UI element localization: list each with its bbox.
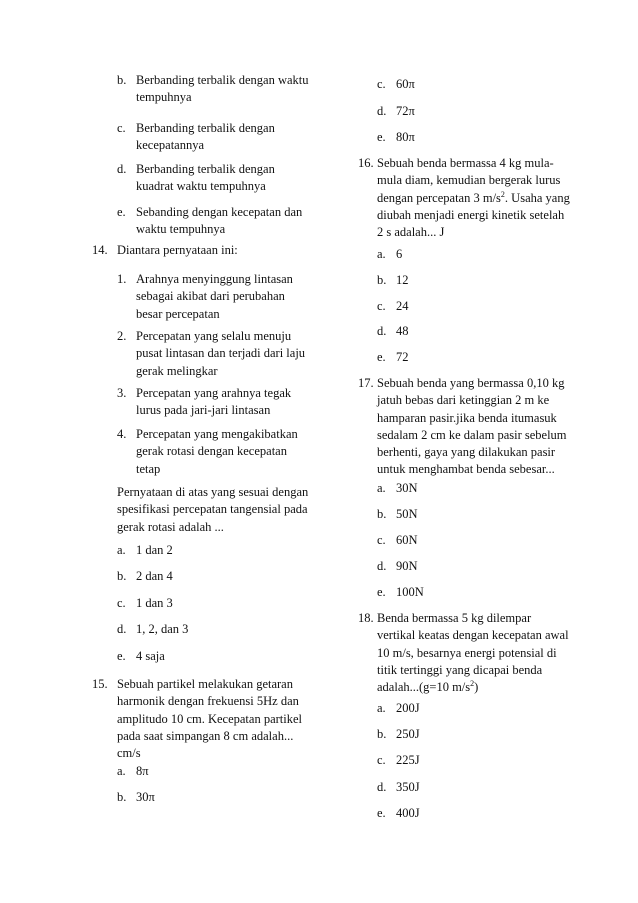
option-marker: d. xyxy=(377,104,387,118)
question-text-line: spesifikasi percepatan tangensial pada xyxy=(117,502,308,517)
q14-stem xyxy=(92,242,322,259)
option-text: 1, 2, dan 3 xyxy=(136,622,189,636)
option-text: 30π xyxy=(136,790,155,804)
q18-option-e[interactable] xyxy=(377,805,420,822)
option-text: 400J xyxy=(396,806,420,820)
question-text-line: Pernyataan di atas yang sesuai dengan xyxy=(117,485,309,499)
q14-question xyxy=(117,484,327,536)
q15-option-b[interactable] xyxy=(117,789,155,806)
question-text-line: Benda bermassa 5 kg dilempar xyxy=(377,611,532,625)
option-marker: a. xyxy=(117,764,126,778)
option-marker: d. xyxy=(377,780,387,794)
option-text: 1 dan 2 xyxy=(136,543,173,557)
option-marker: a. xyxy=(377,247,386,261)
question-text-line: gerak rotasi adalah ... xyxy=(117,519,224,534)
option-marker: b. xyxy=(377,507,387,521)
q13-option-b xyxy=(117,72,317,107)
option-marker: a. xyxy=(117,543,126,557)
option-marker: b. xyxy=(117,790,127,804)
q16-option-c[interactable] xyxy=(377,298,409,315)
question-text-line: hamparan pasir.jika benda itumasuk xyxy=(377,410,557,425)
option-marker: b. xyxy=(377,727,387,741)
option-marker: e. xyxy=(377,130,386,144)
question-text-line: Sebuah partikel melakukan getaran xyxy=(117,677,293,691)
q15-option-a[interactable] xyxy=(117,763,149,780)
option-text: 350J xyxy=(396,780,420,794)
q18-option-c[interactable] xyxy=(377,752,420,769)
q17-option-d[interactable] xyxy=(377,558,418,575)
q18-option-a[interactable] xyxy=(377,700,420,717)
option-text: 1 dan 3 xyxy=(136,596,173,610)
statement-marker: 4. xyxy=(117,427,127,441)
statement-marker: 2. xyxy=(117,329,127,343)
option-marker: c. xyxy=(117,121,126,135)
q14-statement-1 xyxy=(117,271,317,323)
q15-option-e[interactable] xyxy=(377,129,415,146)
q17-option-a[interactable] xyxy=(377,480,418,497)
option-text-line: Berbanding terbalik dengan xyxy=(136,121,275,135)
statement-text-line: besar percepatan xyxy=(136,306,220,321)
q14-option-a[interactable] xyxy=(117,542,173,559)
option-marker: a. xyxy=(377,701,386,715)
option-text: 2 dan 4 xyxy=(136,569,173,583)
q17-option-c[interactable] xyxy=(377,532,418,549)
q18-option-b[interactable] xyxy=(377,726,420,743)
option-marker: d. xyxy=(377,559,387,573)
question-text-line: sedalam 2 cm ke dalam pasir sebelum xyxy=(377,427,567,442)
question-text-line: Sebuah benda yang bermassa 0,10 kg xyxy=(377,376,565,390)
option-text: 30N xyxy=(396,481,418,495)
q13-option-e xyxy=(117,204,317,239)
option-text: 60N xyxy=(396,533,418,547)
option-text: 72π xyxy=(396,104,415,118)
option-text: 8π xyxy=(136,764,149,778)
q15-option-d[interactable] xyxy=(377,103,415,120)
q16-option-a[interactable] xyxy=(377,246,402,263)
option-marker: e. xyxy=(117,205,126,219)
q14-statement-4 xyxy=(117,426,317,478)
statement-marker: 1. xyxy=(117,272,127,286)
q14-statement-2 xyxy=(117,328,317,380)
question-text: Diantara pernyataan ini: xyxy=(117,243,238,257)
q14-option-b[interactable] xyxy=(117,568,173,585)
option-text: 48 xyxy=(396,324,409,338)
option-text: 24 xyxy=(396,299,409,313)
option-marker: c. xyxy=(377,533,386,547)
question-text-line: pada saat simpangan 8 cm adalah... xyxy=(117,728,294,743)
question-text-line: 10 m/s, besarnya energi potensial di xyxy=(377,645,557,660)
statement-text-line: Percepatan yang arahnya tegak xyxy=(136,386,292,400)
option-marker: e. xyxy=(377,806,386,820)
option-marker: d. xyxy=(377,324,387,338)
q16-option-e[interactable] xyxy=(377,349,409,366)
statement-text-line: Percepatan yang selalu menuju xyxy=(136,329,292,343)
statement-text-line: gerak rotasi dengan kecepatan xyxy=(136,444,287,459)
option-text: 250J xyxy=(396,727,420,741)
question-text-line: amplitudo 10 cm. Kecepatan partikel xyxy=(117,711,303,726)
statement-text-line: tetap xyxy=(136,461,161,476)
option-text: 100N xyxy=(396,585,424,599)
option-text: 6 xyxy=(396,247,403,261)
q14-statement-3 xyxy=(117,385,317,420)
option-text-line: kuadrat waktu tempuhnya xyxy=(136,179,266,194)
option-marker: b. xyxy=(377,273,387,287)
statement-text-line: Percepatan yang mengakibatkan xyxy=(136,427,298,441)
question-text-line: Sebuah benda bermassa 4 kg mula- xyxy=(377,156,554,170)
statement-text-line: sebagai akibat dari perubahan xyxy=(136,289,285,304)
q14-option-e[interactable] xyxy=(117,648,165,665)
option-text: 80π xyxy=(396,130,415,144)
option-marker: c. xyxy=(377,299,386,313)
question-text-line: jatuh bebas dari ketinggian 2 m ke xyxy=(377,393,550,408)
question-text-line: mula diam, kemudian bergerak lurus xyxy=(377,173,561,188)
question-text-line: 2 s adalah... J xyxy=(377,225,445,240)
q15-stem xyxy=(92,676,322,762)
option-marker: b. xyxy=(117,73,127,87)
option-marker: c. xyxy=(117,596,126,610)
question-text-line: untuk menghambat benda sebesar... xyxy=(377,462,555,477)
q16-option-d[interactable] xyxy=(377,323,409,340)
q13-option-d xyxy=(117,161,317,196)
q14-option-d[interactable] xyxy=(117,621,188,638)
q13-option-c xyxy=(117,120,317,155)
option-text: 50N xyxy=(396,507,418,521)
option-text-line: kecepatannya xyxy=(136,138,205,153)
q18-option-d[interactable] xyxy=(377,779,420,796)
q17-option-b[interactable] xyxy=(377,506,418,523)
option-marker: d. xyxy=(117,622,127,636)
option-marker: c. xyxy=(377,77,386,91)
question-number: 15. xyxy=(92,677,108,691)
question-text-line: dengan percepatan 3 $m/s^2$. Usaha yang xyxy=(377,189,570,205)
question-text-line: berhenti, gaya yang dilakukan pasir xyxy=(377,445,556,460)
q18-stem xyxy=(358,610,598,696)
option-marker: c. xyxy=(377,753,386,767)
question-text-line: diubah menjadi energi kinetik setelah xyxy=(377,207,565,222)
question-text-line: adalah...(g=10 $m/s^2$) xyxy=(377,679,479,695)
option-marker: a. xyxy=(377,481,386,495)
option-marker: b. xyxy=(117,569,127,583)
question-number: 14. xyxy=(92,243,108,257)
statement-text-line: Arahnya menyinggung lintasan xyxy=(136,272,293,286)
option-text: 200J xyxy=(396,701,420,715)
option-text: 12 xyxy=(396,273,409,287)
option-text: 225J xyxy=(396,753,420,767)
option-marker: d. xyxy=(117,162,127,176)
option-text-line: Sebanding dengan kecepatan dan xyxy=(136,205,303,219)
question-text-line: vertikal keatas dengan kecepatan awal xyxy=(377,628,569,643)
statement-text-line: pusat lintasan dan terjadi dari laju xyxy=(136,346,306,361)
option-marker: e. xyxy=(377,585,386,599)
q15-option-c[interactable] xyxy=(377,76,415,93)
option-text: 60π xyxy=(396,77,415,91)
statement-text-line: lurus pada jari-jari lintasan xyxy=(136,403,271,418)
option-text: 90N xyxy=(396,559,418,573)
option-text-line: tempuhnya xyxy=(136,90,192,105)
q17-option-e[interactable] xyxy=(377,584,424,601)
statement-marker: 3. xyxy=(117,386,127,400)
option-text-line: waktu tempuhnya xyxy=(136,222,226,237)
q17-stem xyxy=(358,375,598,479)
statement-text-line: gerak melingkar xyxy=(136,363,218,378)
question-number: 17. xyxy=(358,376,374,390)
question-text-line: cm/s xyxy=(117,746,141,761)
option-text-line: Berbanding terbalik dengan waktu xyxy=(136,73,309,87)
option-marker: e. xyxy=(117,649,126,663)
q16-stem xyxy=(358,155,598,241)
option-text: 4 saja xyxy=(136,649,165,663)
q16-option-b[interactable] xyxy=(377,272,409,289)
question-number: 16. xyxy=(358,156,374,170)
question-number: 18. xyxy=(358,611,374,625)
option-marker: e. xyxy=(377,350,386,364)
question-text-line: harmonik dengan frekuensi 5Hz dan xyxy=(117,694,299,709)
question-text-line: titik tertinggi yang dicapai benda xyxy=(377,662,543,677)
option-text: 72 xyxy=(396,350,409,364)
option-text-line: Berbanding terbalik dengan xyxy=(136,162,275,176)
q14-option-c[interactable] xyxy=(117,595,173,612)
